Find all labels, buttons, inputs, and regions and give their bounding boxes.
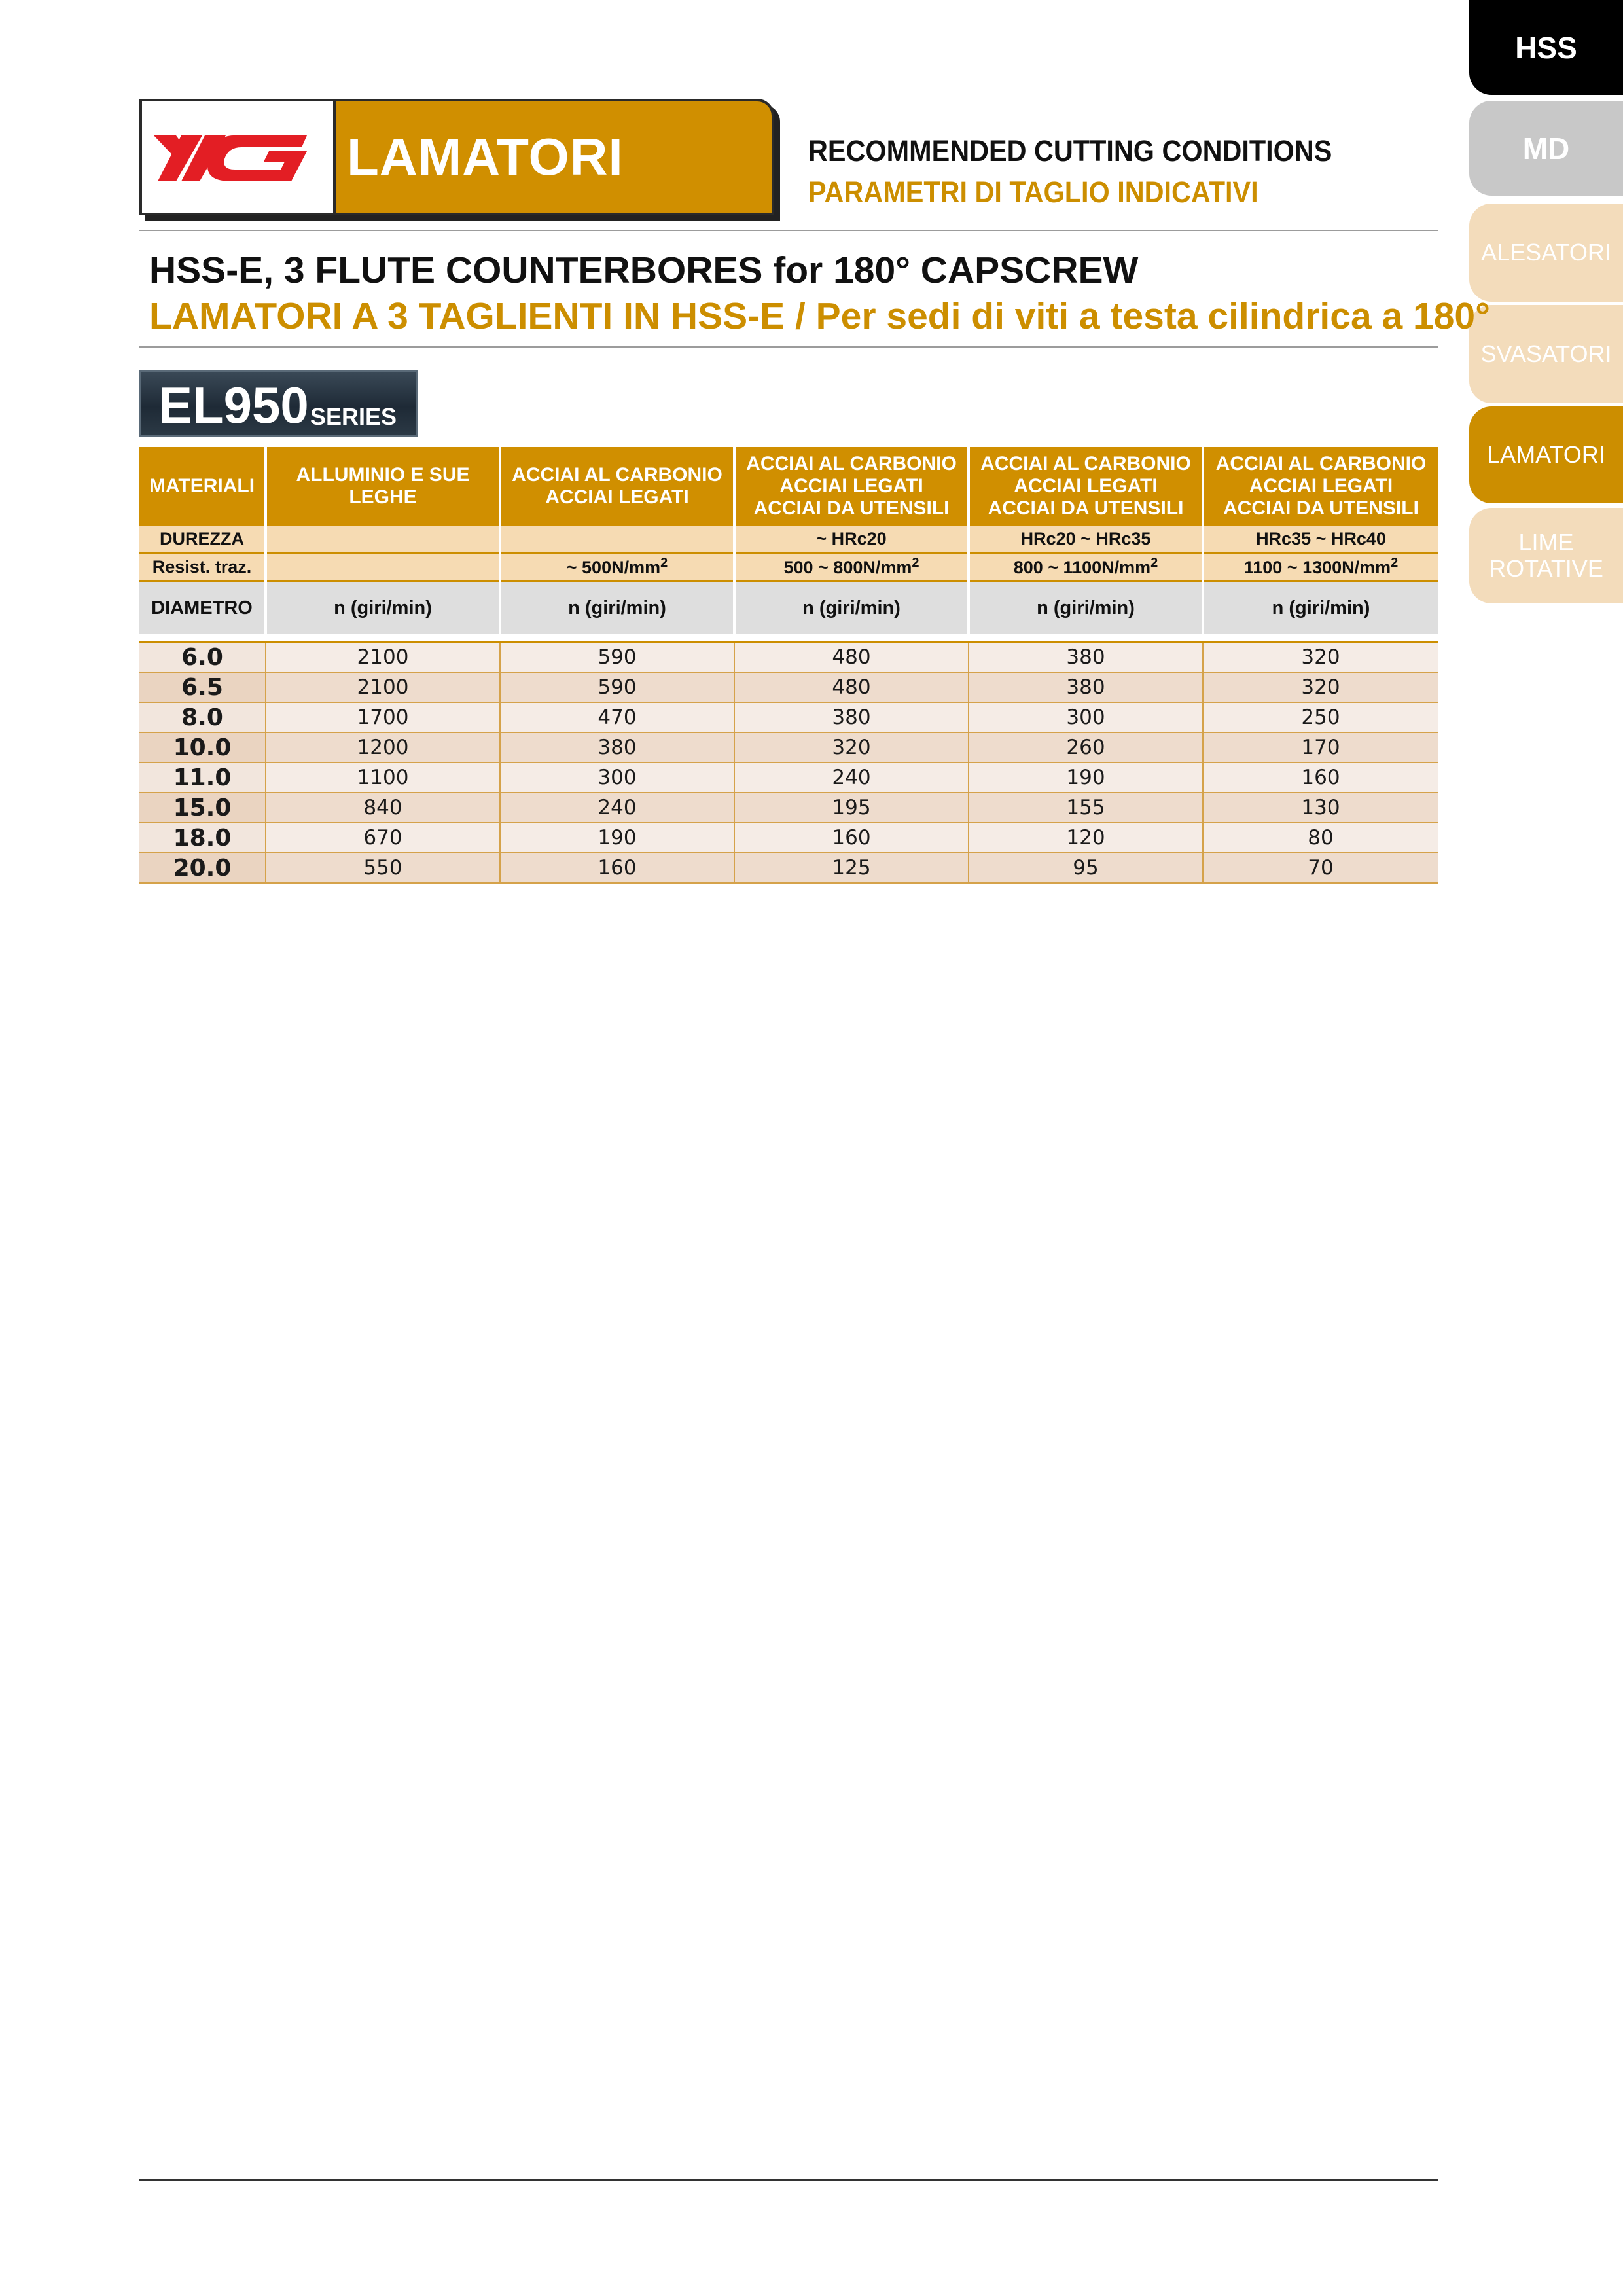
unit-cell: n (giri/min) bbox=[1203, 581, 1438, 635]
speed-cell: 195 bbox=[734, 793, 969, 823]
tensile-cell bbox=[969, 553, 1203, 581]
speed-cell: 380 bbox=[969, 672, 1203, 702]
hardness-cell: HRc20 ~ HRc35 bbox=[969, 526, 1203, 553]
cutting-conditions-subtitle: PARAMETRI DI TAGLIO INDICATIVI bbox=[808, 175, 1258, 209]
tab-lime-label-2: ROTATIVE bbox=[1489, 555, 1603, 582]
table-row bbox=[139, 853, 1438, 883]
tab-lime-label-1: LIME bbox=[1518, 529, 1574, 556]
tab-lamatori-label: LAMATORI bbox=[1487, 441, 1605, 468]
speed-cell: 380 bbox=[500, 732, 734, 762]
speed-cell: 260 bbox=[969, 732, 1203, 762]
product-subtitle: LAMATORI A 3 TAGLIENTI IN HSS-E / Per sedi di viti a testa cilindrica a 180° bbox=[149, 295, 1490, 337]
product-title: HSS-E, 3 FLUTE COUNTERBORES for 180° CAPSCREW bbox=[149, 249, 1139, 291]
speed-cell: 250 bbox=[1203, 702, 1438, 732]
table-row bbox=[139, 642, 1438, 673]
hardness-cell bbox=[266, 526, 500, 553]
tab-alesatori[interactable] bbox=[1469, 204, 1623, 302]
material-header bbox=[969, 447, 1203, 526]
material-line: ACCIAI DA UTENSILI bbox=[753, 497, 950, 519]
speed-cell: 95 bbox=[969, 853, 1203, 883]
speed-cell: 2100 bbox=[266, 642, 500, 673]
speed-cell: 840 bbox=[266, 793, 500, 823]
speed-cell: 160 bbox=[734, 823, 969, 853]
tab-lamatori[interactable] bbox=[1469, 406, 1623, 503]
tensile-value: 500 ~ 800N/mm bbox=[783, 558, 912, 577]
tensile-cell bbox=[266, 553, 500, 581]
unit-cell: n (giri/min) bbox=[500, 581, 734, 635]
tensile-cell bbox=[1203, 553, 1438, 581]
material-line: ACCIAI LEGATI bbox=[545, 486, 689, 508]
tensile-cell bbox=[734, 553, 969, 581]
speed-cell: 160 bbox=[1203, 762, 1438, 793]
diameter-cell: 18.0 bbox=[139, 823, 266, 853]
diameter-cell: 11.0 bbox=[139, 762, 266, 793]
unit-cell: n (giri/min) bbox=[969, 581, 1203, 635]
hardness-cell: HRc35 ~ HRc40 bbox=[1203, 526, 1438, 553]
speed-cell: 170 bbox=[1203, 732, 1438, 762]
table-row bbox=[139, 732, 1438, 762]
speed-cell: 240 bbox=[734, 762, 969, 793]
speed-cell: 1200 bbox=[266, 732, 500, 762]
material-line: LEGHE bbox=[349, 486, 417, 508]
tensile-exponent: 2 bbox=[1150, 556, 1158, 570]
series-badge bbox=[139, 370, 418, 437]
material-line: ACCIAI LEGATI bbox=[779, 475, 923, 497]
unit-cell: n (giri/min) bbox=[734, 581, 969, 635]
speed-cell: 70 bbox=[1203, 853, 1438, 883]
speed-cell: 300 bbox=[969, 702, 1203, 732]
yg-logo-icon bbox=[142, 101, 330, 213]
speed-cell: 120 bbox=[969, 823, 1203, 853]
hardness-row bbox=[139, 526, 1438, 553]
divider-top bbox=[139, 230, 1438, 231]
materials-row bbox=[139, 447, 1438, 526]
tensile-value: 1100 ~ 1300N/mm bbox=[1243, 558, 1391, 577]
speed-cell: 1100 bbox=[266, 762, 500, 793]
speed-cell: 2100 bbox=[266, 672, 500, 702]
tab-hss-label: HSS bbox=[1515, 30, 1577, 65]
table-row bbox=[139, 793, 1438, 823]
table-row bbox=[139, 672, 1438, 702]
material-line: ACCIAI AL CARBONIO bbox=[512, 464, 722, 486]
diameter-cell: 6.5 bbox=[139, 672, 266, 702]
speed-cell: 380 bbox=[969, 642, 1203, 673]
tensile-row bbox=[139, 553, 1438, 581]
speed-cell: 590 bbox=[500, 642, 734, 673]
hardness-cell: ~ HRc20 bbox=[734, 526, 969, 553]
tensile-value: 800 ~ 1100N/mm bbox=[1013, 558, 1151, 577]
banner-title: LAMATORI bbox=[347, 128, 624, 186]
speed-cell: 1700 bbox=[266, 702, 500, 732]
unit-cell: n (giri/min) bbox=[266, 581, 500, 635]
speed-cell: 80 bbox=[1203, 823, 1438, 853]
materials-label: MATERIALI bbox=[139, 447, 266, 526]
tensile-exponent: 2 bbox=[1391, 556, 1399, 570]
speed-cell: 155 bbox=[969, 793, 1203, 823]
diameter-label: DIAMETRO bbox=[139, 581, 266, 635]
divider-title bbox=[139, 346, 1438, 348]
diameter-cell: 8.0 bbox=[139, 702, 266, 732]
speed-cell: 480 bbox=[734, 642, 969, 673]
diameter-cell: 6.0 bbox=[139, 642, 266, 673]
tab-svasatori[interactable] bbox=[1469, 305, 1623, 403]
tab-svasatori-label: SVASATORI bbox=[1480, 340, 1612, 367]
cutting-conditions-table bbox=[139, 447, 1438, 884]
material-line: ACCIAI DA UTENSILI bbox=[988, 497, 1184, 519]
logo-panel bbox=[142, 101, 336, 213]
speed-cell: 130 bbox=[1203, 793, 1438, 823]
tensile-cell bbox=[500, 553, 734, 581]
material-line: ACCIAI AL CARBONIO bbox=[746, 453, 957, 475]
material-line: ACCIAI DA UTENSILI bbox=[1223, 497, 1419, 519]
material-header bbox=[266, 447, 500, 526]
table-row bbox=[139, 823, 1438, 853]
table-row bbox=[139, 702, 1438, 732]
speed-cell: 670 bbox=[266, 823, 500, 853]
tab-md[interactable] bbox=[1469, 101, 1623, 196]
hardness-cell bbox=[500, 526, 734, 553]
material-line: ACCIAI AL CARBONIO bbox=[980, 453, 1191, 475]
cutting-conditions-title: RECOMMENDED CUTTING CONDITIONS bbox=[808, 134, 1332, 168]
speed-cell: 190 bbox=[500, 823, 734, 853]
tensile-label: Resist. traz. bbox=[139, 553, 266, 581]
table-row bbox=[139, 762, 1438, 793]
material-line: ACCIAI LEGATI bbox=[1249, 475, 1393, 497]
speed-cell: 590 bbox=[500, 672, 734, 702]
table-spacer bbox=[139, 634, 1438, 642]
category-banner bbox=[139, 99, 774, 215]
tab-lime-rotative[interactable] bbox=[1469, 508, 1623, 603]
tensile-value: ~ 500N/mm bbox=[566, 558, 661, 577]
speed-cell: 190 bbox=[969, 762, 1203, 793]
speed-cell: 470 bbox=[500, 702, 734, 732]
material-line: ACCIAI LEGATI bbox=[1014, 475, 1158, 497]
speed-cell: 160 bbox=[500, 853, 734, 883]
material-header bbox=[500, 447, 734, 526]
speed-rows bbox=[139, 642, 1438, 884]
speed-cell: 480 bbox=[734, 672, 969, 702]
diameter-cell: 10.0 bbox=[139, 732, 266, 762]
tab-hss[interactable] bbox=[1469, 0, 1623, 95]
tab-md-label: MD bbox=[1522, 131, 1570, 166]
speed-cell: 320 bbox=[1203, 672, 1438, 702]
material-line: ALLUMINIO E SUE bbox=[296, 464, 470, 486]
material-header bbox=[1203, 447, 1438, 526]
diameter-cell: 15.0 bbox=[139, 793, 266, 823]
speed-cell: 320 bbox=[734, 732, 969, 762]
tensile-exponent: 2 bbox=[912, 556, 919, 570]
series-code: EL950 bbox=[158, 376, 309, 434]
tab-alesatori-label: ALESATORI bbox=[1481, 239, 1611, 266]
series-word: SERIES bbox=[310, 403, 397, 430]
speed-cell: 380 bbox=[734, 702, 969, 732]
hardness-label: DUREZZA bbox=[139, 526, 266, 553]
speed-cell: 240 bbox=[500, 793, 734, 823]
diameter-row bbox=[139, 581, 1438, 635]
footer-divider bbox=[139, 2179, 1438, 2181]
material-line: ACCIAI AL CARBONIO bbox=[1215, 453, 1427, 475]
tensile-exponent: 2 bbox=[660, 556, 668, 570]
diameter-cell: 20.0 bbox=[139, 853, 266, 883]
speed-cell: 550 bbox=[266, 853, 500, 883]
material-header bbox=[734, 447, 969, 526]
speed-cell: 320 bbox=[1203, 642, 1438, 673]
speed-cell: 300 bbox=[500, 762, 734, 793]
speed-cell: 125 bbox=[734, 853, 969, 883]
